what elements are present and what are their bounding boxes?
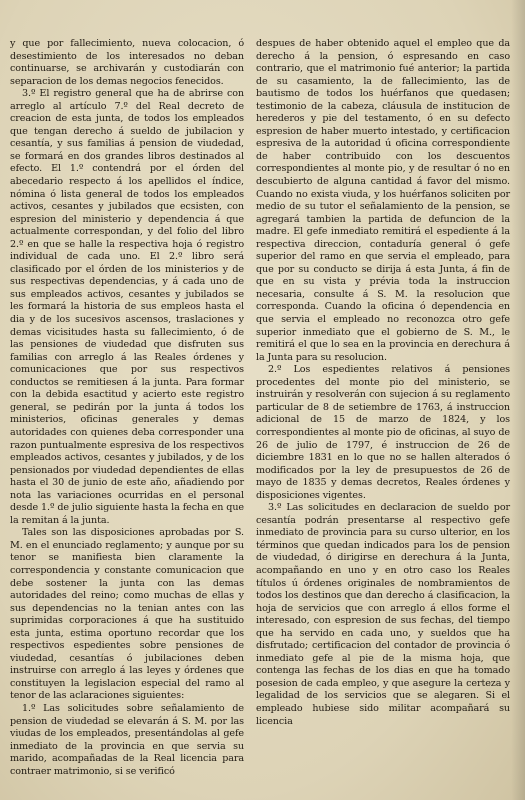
paragraph: 2.º Los espedientes relativos á pensiones procedentes del monte pio del ministerio, se instruirán y resolverán con sujecion á su reglamento particular de 8 de setiembre de 1763, á instruccion adicional de 15 de marzo de 1824, y los correspondientes al monte pio de oficinas, al suyo de 26 de julio de 1797, é instruccion de 26 de diciembre 1831 en lo que no se hallen alterados ó modificados por la ley de presupuestos de 26 de mayo de 1835 y demas decretos, Reales órdenes y disposiciones vigentes.	[256, 364, 510, 501]
page-edge-shadow	[511, 0, 525, 800]
paragraph: 1.º Las solicitudes sobre señalamiento de pension de viudedad se elevarán á S. M. por las viudas de los empleados, presentándolas al gefe inmediato de la provincia en que servia su marido, acompañadas de la Real licencia para contraer matrimonio, si se verificó	[10, 702, 244, 777]
right-text-column	[256, 38, 510, 728]
left-text-column	[10, 38, 244, 778]
paragraph: 3.º Las solicitudes en declaracion de sueldo por cesantía podrán presentarse al respectivo gefe inmediato de provincia para su curso ulterior, en los términos que quedan indicados para los de pension de viudedad, ó dirigirse en derechura á la Junta, acompañando en uno y en otro caso los Reales títulos ú órdenes originales de nombramientos de todos los destinos que dan derecho á clasificacion, la hoja de servicios que con arreglo á ellos forme el interesado, con espresion de sus fechas, del tiempo que ha servido en cada uno, y sueldos que ha disfrutado; certificacion del contador de provincia ó inmediato gefe al pie de la misma hoja, que contenga las fechas de los dias en que ha tomado posesion de cada empleo, y que asegure la certeza y legalidad de los servicios que se alegaren. Si el empleado hubiese sido militar acompañará su licencia	[256, 502, 510, 727]
paragraph: despues de haber obtenido aquel el empleo que da derecho á la pension, ó espresando en caso contrario, que el matrimonio fué anterior; la partida de su casamiento, la de fallecimiento, las de bautismo de todos los huérfanos que quedasen; testimonio de la cabeza, cláusula de institucion de herederos y pie del testamento, ó en su defecto espresion de haber muerto intestado, y certificacion espresiva de la autoridad ú oficina correspondiente de haber contribuido con los descuentos correspondientes al monte pio, y de resultar ó no en descubierto de alguna cantidad á favor del mismo. Cuando no exista viuda, y los huérfanos soliciten por medio de su tutor el señalamiento de la pension, se agregará tambien la partida de defuncion de la madre. El gefe inmediato remitirá el espediente á la respectiva direccion, contaduría general ó gefe superior del ramo en que servia el empleado, para que por su conducto se dirija á esta Junta, á fin de que en su vista y prévia toda la instruccion necesaria, consulte á S. M. la resolucion que corresponda. Cuando la oficina ó dependencia en que servia el empleado no reconozca otro gefe superior inmediato que el gobierno de S. M., le remitirá el que lo sea en la provincia en derechura á la Junta para su resolucion.	[256, 38, 510, 363]
paragraph: 3.º El registro general que ha de abrirse con arreglo al artículo 7.º del Real decreto de creacion de esta junta, de todos los empleados que tengan derecho á sueldo de jubilacion y cesantía, y sus familias á pension de viudedad, se formará en dos grandes libros destinados al efecto. El 1.º contendrá por el órden del abecedario respecto á los apellidos el índice, nómina ó lista general de todos los empleados activos, cesantes y jubilados que ecsisten, con espresion del ministerio y dependencia á que actualmente correspondan, y del folio del libro 2.º en que se halle la respectiva hoja ó registro individual de cada uno. El 2.º libro será clasificado por el órden de los ministerios y de sus respectivas dependencias, y á cada uno de sus empleados activos, cesantes y jubilados se les formará la historia de sus empleos hasta el dia y de los sucesivos ascensos, traslaciones y demas vicisitudes hasta su fallecimiento, ó de las pensiones de viudedad que disfruten sus familias con arreglo á las Reales órdenes y comunicaciones que por sus respectivos conductos se remitiesen á la junta. Para formar con la debida esactitud y acierto este registro general, se pedirán por la junta á todos los ministerios, oficinas generales y demas autoridades con quienes deba corresponder una razon puntualmente espresiva de los respectivos empleados activos, cesantes y jubilados, y de los pensionados por viudedad dependientes de ellas hasta el 30 de junio de este año, añadiendo por nota las variaciones ocurridas en el personal desde 1.º de julio siguiente hasta la fecha en que la remitan á la junta.	[10, 88, 244, 526]
paragraph: Tales son las disposiciones aprobadas por S. M. en el enunciado reglamento; y aunque por su tenor se manifiesta bien claramente la correspondencia y constante comunicacion que debe sostener la junta con las demas autoridades del reino; como muchas de ellas y sus dependencias no la tenian antes con las suprimidas corporaciones á que ha sustituido esta junta, estima oportuno recordar que los respectivos espedientes sobre pensiones de viudedad, cesantías ó jubilaciones deben instruirse con arreglo á las leyes y órdenes que constituyen la legislacion especial del ramo al tenor de las aclaraciones siguientes:	[10, 527, 244, 702]
paragraph: y que por fallecimiento, nueva colocacion, ó desestimiento de los interesados no deban continuarse, se archivarán y custodiarán con separacion de los demas negocios fenecidos.	[10, 38, 244, 87]
